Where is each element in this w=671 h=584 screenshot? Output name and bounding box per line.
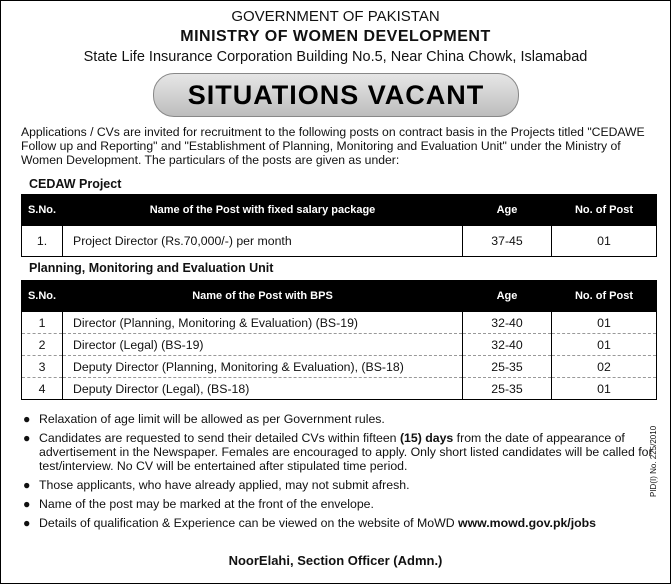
- list-item: [21, 516, 657, 530]
- header-post-name: Name of the Post with fixed salary package: [63, 195, 463, 226]
- bullet-icon: ●: [23, 412, 31, 426]
- banner-text: SITUATIONS VACANT: [187, 79, 485, 110]
- signature: NoorElahi, Section Officer (Admn.): [228, 553, 443, 568]
- cell-sno: 2: [22, 334, 63, 356]
- bullet-icon: ●: [23, 478, 31, 492]
- website-link[interactable]: www.mowd.gov.pk/jobs: [458, 516, 597, 530]
- government-title: GOVERNMENT OF PAKISTAN: [231, 8, 440, 25]
- table-header-row: [22, 281, 657, 312]
- bullet-icon: ●: [23, 497, 31, 511]
- note-text: Relaxation of age limit will be allowed as per Government rules.: [39, 412, 385, 426]
- list-item: [21, 412, 657, 426]
- cell-no-of-post: 01: [552, 312, 657, 334]
- note-text: Those applicants, who have already applied, may not submit afresh.: [39, 478, 410, 492]
- pme-section-title: Planning, Monitoring and Evaluation Unit: [29, 261, 274, 275]
- intro-paragraph: Applications / CVs are invited for recruitment to the following posts on contract basis in the Projects titled "CEDAWE Follow up and Reporting" and "Establishment of Planning, Monitoring and Evaluation Unit" under the Ministry of Women Development. The particulars of the posts are given as under:: [21, 125, 645, 167]
- header-age: Age: [463, 281, 552, 312]
- pid-code: PID(I) No. 225/2010: [649, 425, 658, 497]
- ministry-title: MINISTRY OF WOMEN DEVELOPMENT: [180, 28, 491, 45]
- cell-post-name: Director (Planning, Monitoring & Evaluation) (BS-19): [63, 312, 463, 334]
- cell-age: 25-35: [463, 378, 552, 400]
- table-row: [22, 378, 657, 400]
- cell-post-name: Deputy Director (Planning, Monitoring & Evaluation), (BS-18): [63, 356, 463, 378]
- header-no-of-post: No. of Post: [552, 195, 657, 226]
- header-age: Age: [463, 195, 552, 226]
- header-sno: S.No.: [22, 195, 63, 226]
- note-text: from the date of appearance of advertisement in the Newspaper. Females are encouraged to apply. Only short listed candidates will be called for test/interview. No CV will be entertained after stipulated time period.: [39, 431, 653, 473]
- table-row: [22, 312, 657, 334]
- bullet-icon: ●: [23, 516, 31, 530]
- list-item: [21, 497, 657, 511]
- list-item: [21, 431, 657, 473]
- cell-post-name: Project Director (Rs.70,000/-) per month: [63, 226, 463, 257]
- situations-vacant-banner: [153, 73, 519, 117]
- cell-age: 25-35: [463, 356, 552, 378]
- cell-sno: 4: [22, 378, 63, 400]
- cell-no-of-post: 01: [552, 226, 657, 257]
- table-row: [22, 334, 657, 356]
- header-post-name: Name of the Post with BPS: [63, 281, 463, 312]
- table-row: [22, 226, 657, 257]
- pme-table: [21, 280, 657, 400]
- cell-post-name: Director (Legal) (BS-19): [63, 334, 463, 356]
- cedaw-section-title: CEDAW Project: [29, 177, 122, 191]
- cell-age: 32-40: [463, 334, 552, 356]
- cell-no-of-post: 01: [552, 378, 657, 400]
- cell-age: 32-40: [463, 312, 552, 334]
- header-no-of-post: No. of Post: [552, 281, 657, 312]
- cedaw-table: [21, 194, 657, 257]
- cell-no-of-post: 01: [552, 334, 657, 356]
- note-text: Name of the post may be marked at the front of the envelope.: [39, 497, 374, 511]
- note-text: Candidates are requested to send their detailed CVs within fifteen: [39, 431, 400, 445]
- cell-sno: 1.: [22, 226, 63, 257]
- bullet-icon: ●: [23, 431, 31, 445]
- cell-post-name: Deputy Director (Legal), (BS-18): [63, 378, 463, 400]
- ministry-address: State Life Insurance Corporation Building No.5, Near China Chowk, Islamabad: [83, 49, 588, 65]
- table-row: [22, 356, 657, 378]
- note-deadline: (15) days: [399, 431, 454, 445]
- cell-no-of-post: 02: [552, 356, 657, 378]
- note-text: Details of qualification & Experience can be viewed on the website of MoWD: [39, 516, 458, 530]
- cell-sno: 3: [22, 356, 63, 378]
- notes-list: [21, 412, 657, 535]
- cell-sno: 1: [22, 312, 63, 334]
- table-header-row: [22, 195, 657, 226]
- header-sno: S.No.: [22, 281, 63, 312]
- cell-age: 37-45: [463, 226, 552, 257]
- list-item: [21, 478, 657, 492]
